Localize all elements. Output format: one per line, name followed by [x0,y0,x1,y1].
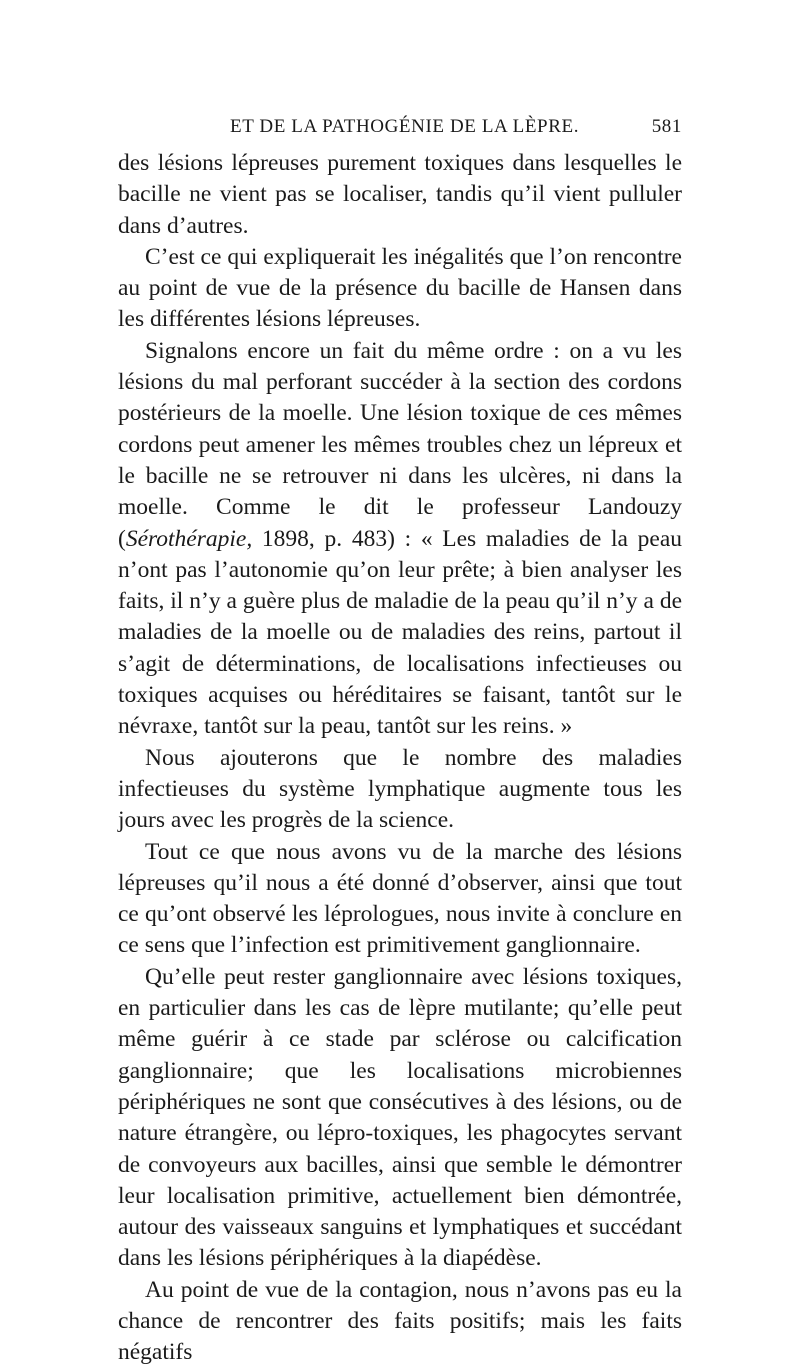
paragraph-3 [118,336,682,743]
paragraph-2: C’est ce qui expliquerait les inégalités que l’on rencontre au point de vue de la présence du bacille de Hansen dans les différentes lésions lépreuses. [118,243,682,333]
page-number: 581 [651,116,682,137]
running-header [118,108,682,142]
paragraph-7: Au point de vue de la contagion, nous n’avons pas eu la chance de rencontrer des faits positifs; mais les faits négatifs [118,1276,682,1366]
paragraph-3-part-1: Signalons encore un fait du même ordre : on a vu les lésions du mal perforant succéder à la section des cordons postérieurs de la moelle. Une lésion toxique de ces mêmes cordons peut amener les mêmes troubles chez un lépreux et le bacille ne se retrouver ni dans les ulcères, ni dans la moelle. Comme le dit le professeur Landouzy ( [118,337,682,552]
running-title: ET DE LA PATHOGÉNIE DE LA LÈPRE. [230,116,580,137]
body-text [118,148,682,1369]
paragraph-1: des lésions lépreuses purement toxiques dans lesquelles le bacille ne vient pas se localiser, tandis qu’il vient pulluler dans d’autres. [118,150,682,239]
citation-title: Sérothérapie, [125,525,253,552]
book-page [118,108,682,1369]
paragraph-3-part-2: 1898, p. 483) : « Les maladies de la peau n’ont pas l’autonomie qu’on leur prête; à bien analyser les faits, il n’y a guère plus de maladie de la peau qu’il n’y a de maladies de la moelle ou de maladies des reins, partout il s’agit de déterminations, de localisations infectieuses ou toxiques acquises ou héréditaires se faisant, tantôt sur le névraxe, tantôt sur la peau, tantôt sur les reins. » [118,525,682,740]
paragraph-5: Tout ce que nous avons vu de la marche des lésions lépreuses qu’il nous a été donné d’observer, ainsi que tout ce qu’ont observé les léprologues, nous invite à conclure en ce sens que l’infection est primitivement ganglionnaire. [118,838,682,959]
paragraph-4: Nous ajouterons que le nombre des maladies infectieuses du système lymphatique augmente tous les jours avec les progrès de la science. [118,744,682,834]
paragraph-6: Qu’elle peut rester ganglionnaire avec lésions toxiques, en particulier dans les cas de lèpre mutilante; qu’elle peut même guérir à ce stade par sclérose ou calcification ganglionnaire; que les localisations microbiennes périphériques ne sont que consécutives à des lésions, ou de nature étrangère, ou lépro-toxiques, les phagocytes servant de convoyeurs aux bacilles, ainsi que semble le démontrer leur localisation primitive, actuellement bien démontrée, autour des vaisseaux sanguins et lymphatiques et succédant dans les lésions périphériques à la diapédèse. [118,963,682,1272]
